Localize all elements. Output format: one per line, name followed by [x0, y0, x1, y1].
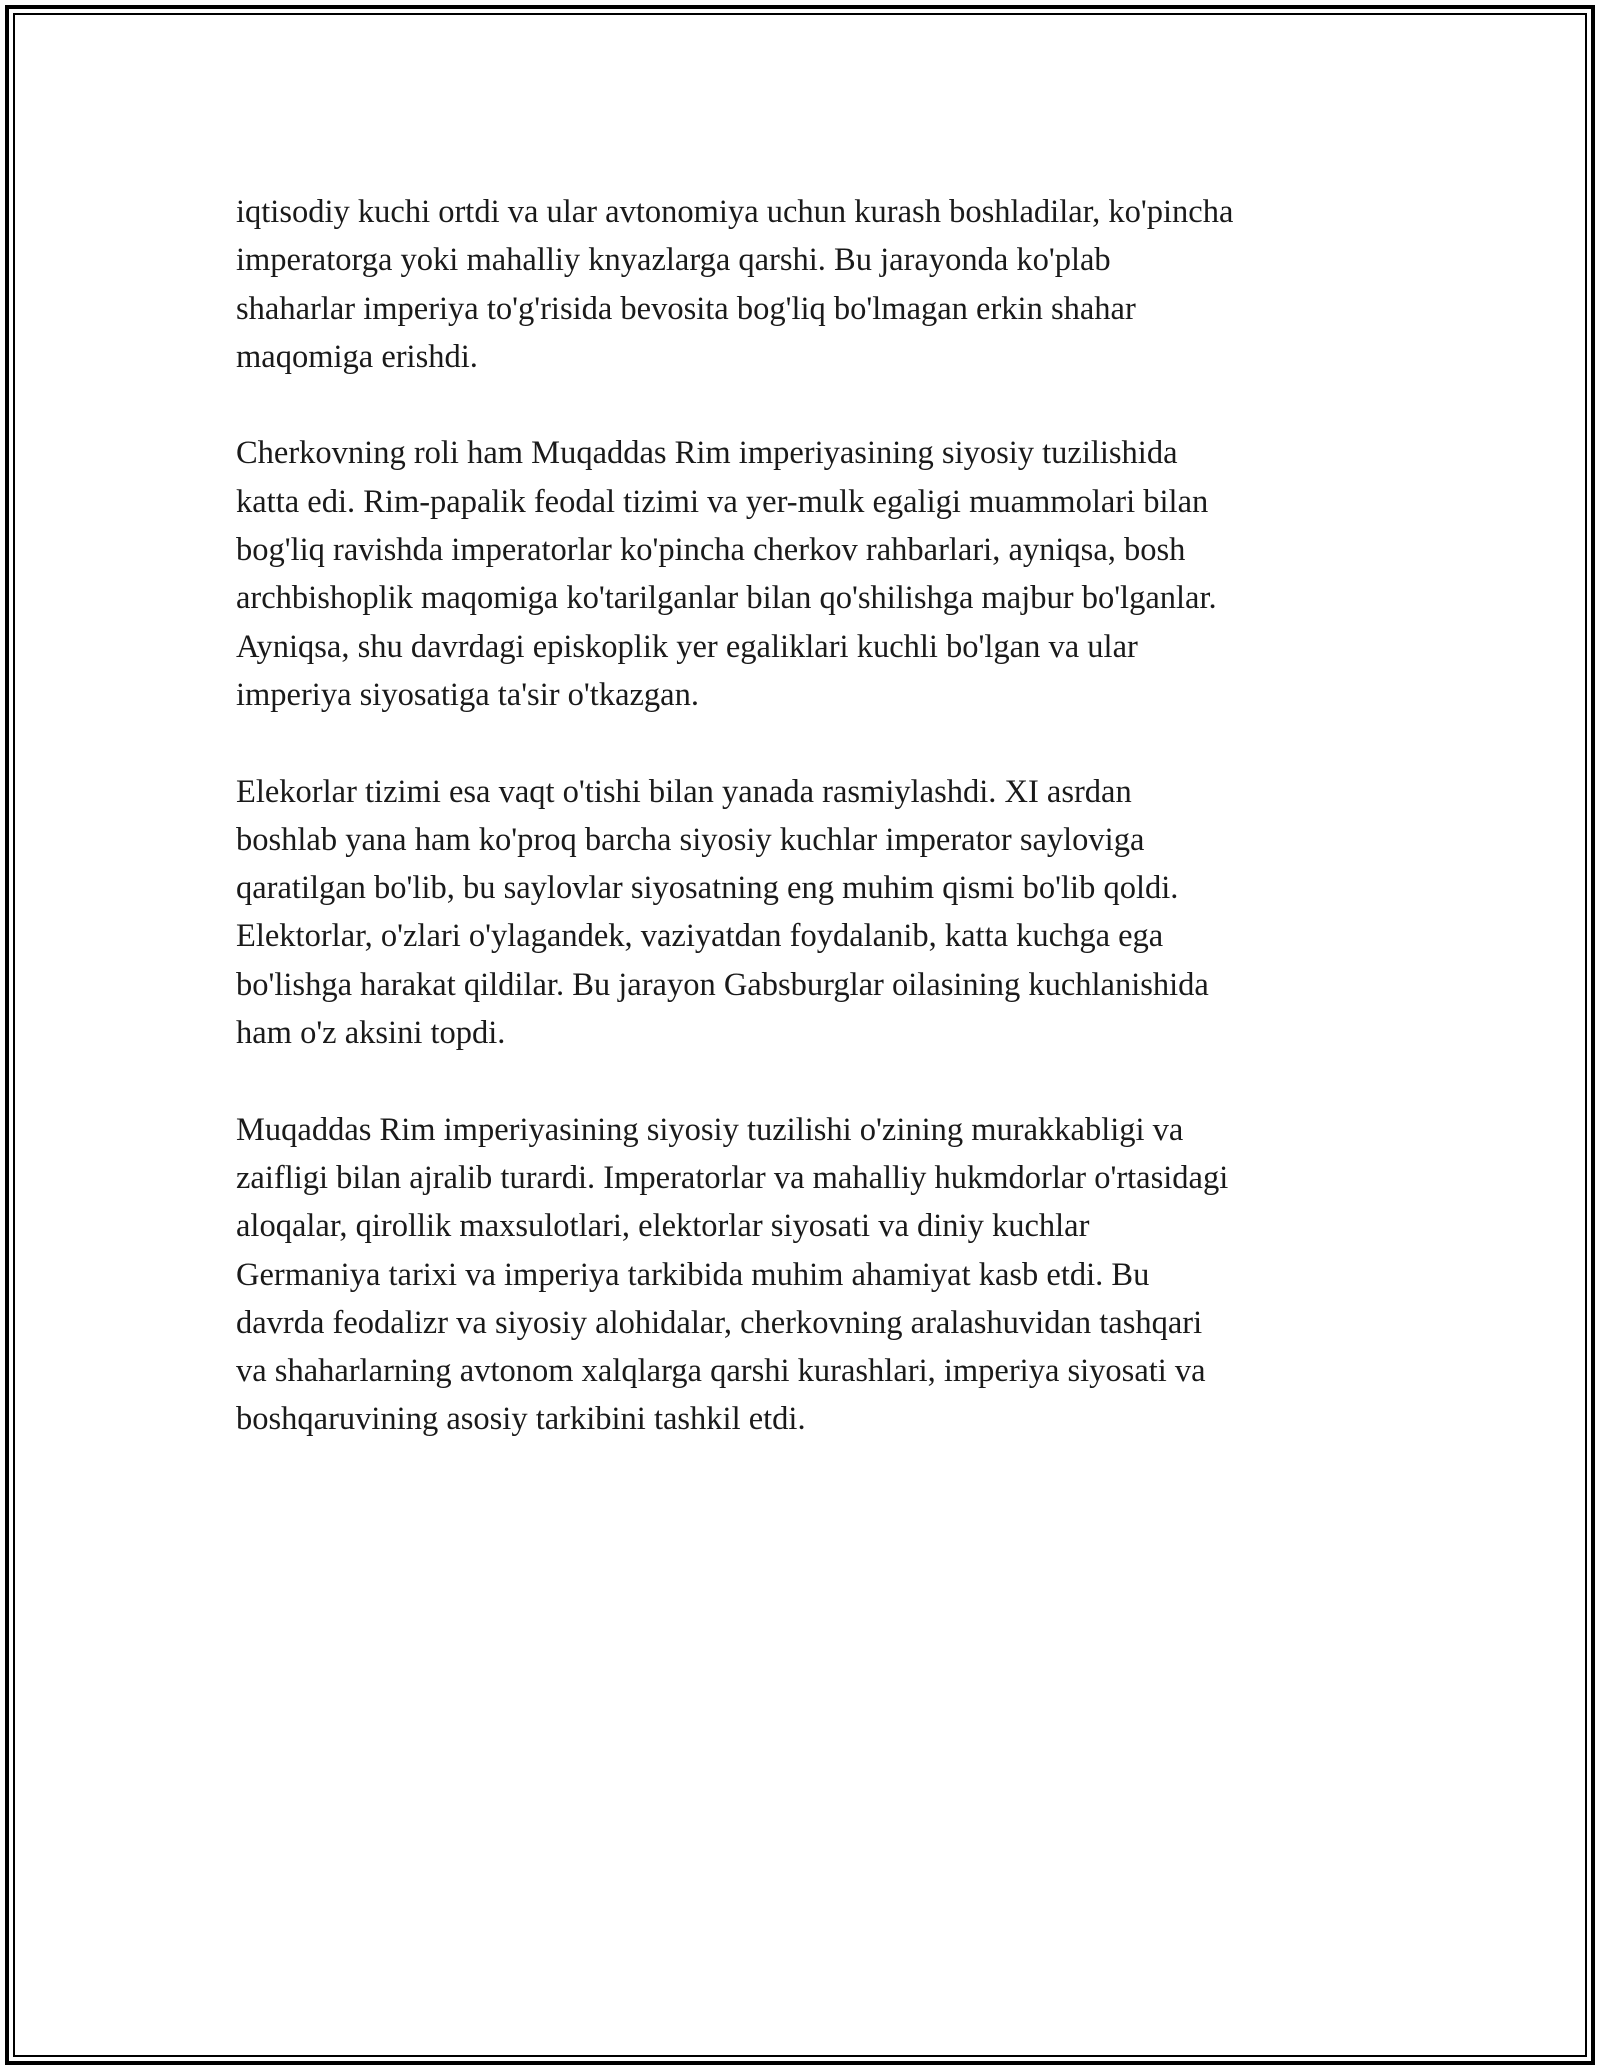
text-line: bo'lishga harakat qildilar. Bu jarayon Gabsburglar oilasining kuchlanishida	[236, 966, 1209, 1003]
paragraph-2	[236, 429, 1366, 719]
document-body	[236, 188, 1366, 1492]
text-line: Elektorlar, o'zlari o'ylagandek, vaziyatdan foydalanib, katta kuchga ega	[236, 918, 1164, 955]
text-line: katta edi. Rim-papalik feodal tizimi va yer-mulk egaligi muammolari bilan	[236, 483, 1209, 520]
paragraph-3	[236, 768, 1366, 1058]
text-line: bog'liq ravishda imperatorlar ko'pincha cherkov rahbarlari, ayniqsa, bosh	[236, 532, 1186, 569]
text-line: qaratilgan bo'lib, bu saylovlar siyosatning eng muhim qismi bo'lib qoldi.	[236, 870, 1179, 907]
text-line: Elekorlar tizimi esa vaqt o'tishi bilan yanada rasmiylashdi. XI asrdan	[236, 773, 1132, 810]
text-line: ham o'z aksini topdi.	[236, 1015, 506, 1052]
text-line: davrda feodalizr va siyosiy alohidalar, cherkovning aralashuvidan tashqari	[236, 1304, 1203, 1341]
text-line: zaifligi bilan ajralib turardi. Imperatorlar va mahalliy hukmdorlar o'rtasidagi	[236, 1159, 1229, 1196]
paragraph-4	[236, 1106, 1366, 1444]
text-line: imperatorga yoki mahalliy knyazlarga qarshi. Bu jarayonda ko'plab	[236, 242, 1111, 279]
text-line: aloqalar, qirollik maxsulotlari, elektorlar siyosati va diniy kuchlar	[236, 1208, 1090, 1245]
text-line: Muqaddas Rim imperiyasining siyosiy tuzilishi o'zining murakkabligi va	[236, 1111, 1184, 1148]
text-line: va shaharlarning avtonom xalqlarga qarshi kurashlari, imperiya siyosati va	[236, 1353, 1206, 1390]
text-line: boshlab yana ham ko'proq barcha siyosiy kuchlar imperator sayloviga	[236, 821, 1145, 858]
text-line: Germaniya tarixi va imperiya tarkibida muhim ahamiyat kasb etdi. Bu	[236, 1256, 1150, 1293]
text-line: maqomiga erishdi.	[236, 338, 478, 375]
paragraph-1	[236, 188, 1366, 381]
text-line: archbishoplik maqomiga ko'tarilganlar bilan qo'shilishga majbur bo'lganlar.	[236, 580, 1217, 617]
text-line: Cherkovning roli ham Muqaddas Rim imperiyasining siyosiy tuzilishida	[236, 435, 1178, 472]
text-line: shaharlar imperiya to'g'risida bevosita bog'liq bo'lmagan erkin shahar	[236, 290, 1136, 327]
text-line: Ayniqsa, shu davrdagi episkoplik yer egaliklari kuchli bo'lgan va ular	[236, 628, 1138, 665]
text-line: imperiya siyosatiga ta'sir o'tkazgan.	[236, 676, 699, 713]
text-line: boshqaruvining asosiy tarkibini tashkil etdi.	[236, 1401, 806, 1438]
text-line: iqtisodiy kuchi ortdi va ular avtonomiya uchun kurash boshladilar, ko'pincha	[236, 194, 1234, 230]
